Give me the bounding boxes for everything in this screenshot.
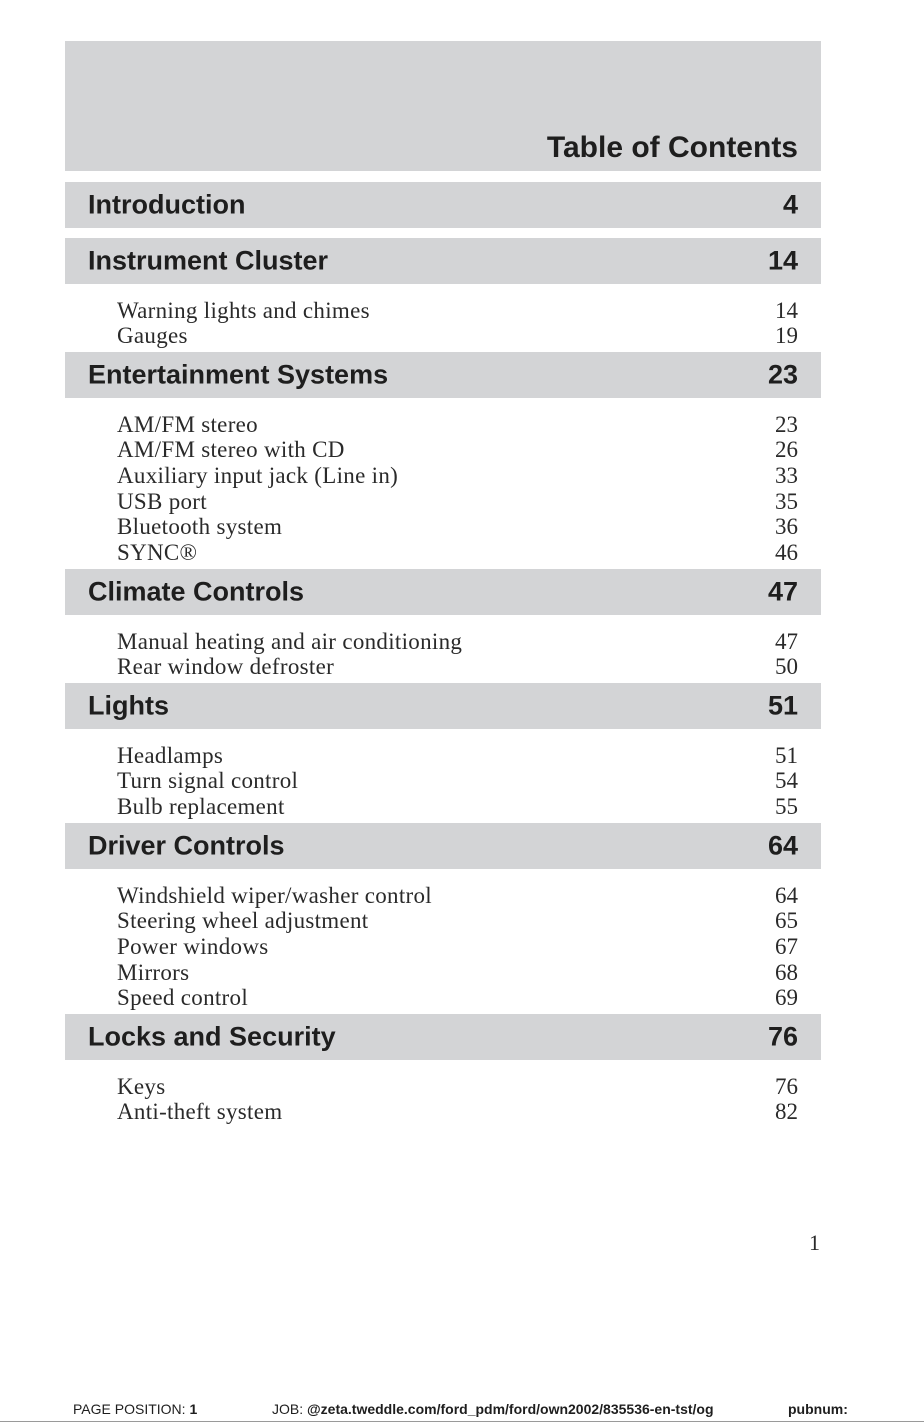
toc-entry-label: Auxiliary input jack (Line in) — [117, 462, 399, 488]
toc-entry-page: 51 — [775, 742, 798, 768]
toc-entry-page: 54 — [775, 768, 798, 794]
toc-entry[interactable] — [117, 437, 798, 463]
toc-entry[interactable] — [117, 908, 798, 934]
toc-entry-label: Keys — [117, 1073, 166, 1099]
toc-entry[interactable] — [117, 463, 798, 489]
toc-entry-label: AM/FM stereo — [117, 411, 258, 437]
section-header[interactable] — [65, 352, 821, 398]
toc-entry-page: 64 — [775, 882, 798, 908]
toc-entry-page: 76 — [775, 1073, 798, 1099]
toc-entry-page: 36 — [775, 514, 798, 540]
toc-entry-label: Headlamps — [117, 742, 224, 768]
section-header[interactable] — [65, 182, 821, 228]
section-item-list — [117, 298, 798, 349]
toc-entry-page: 46 — [775, 539, 798, 565]
toc-entry[interactable] — [117, 985, 798, 1011]
toc-entry-label: SYNC® — [117, 539, 198, 565]
section-header[interactable] — [65, 569, 821, 615]
toc-entry[interactable] — [117, 1099, 798, 1125]
toc-entry-page: 14 — [775, 297, 798, 323]
section-header[interactable] — [65, 1014, 821, 1060]
toc-entry[interactable] — [117, 743, 798, 769]
footer-page-position-label: PAGE POSITION: — [73, 1401, 186, 1417]
section-title: Entertainment Systems — [88, 359, 389, 390]
section-page-number: 23 — [767, 359, 798, 390]
toc-entry-page: 68 — [775, 959, 798, 985]
section-item-list — [117, 629, 798, 680]
page-title: Table of Contents — [546, 131, 798, 164]
toc-entry-label: Bulb replacement — [117, 793, 285, 819]
toc-entry[interactable] — [117, 514, 798, 540]
toc-entry[interactable] — [117, 883, 798, 909]
toc-entry[interactable] — [117, 298, 798, 324]
section-title: Driver Controls — [88, 830, 285, 861]
footer-page-position-value: 1 — [189, 1401, 198, 1417]
toc-entry-label: Steering wheel adjustment — [117, 908, 369, 934]
toc-entry[interactable] — [117, 960, 798, 986]
page-number: 1 — [809, 1230, 820, 1255]
toc-entry[interactable] — [117, 1074, 798, 1100]
toc-entry-page: 67 — [775, 933, 798, 959]
toc-entry-page: 35 — [775, 488, 798, 514]
toc-entry-page: 50 — [775, 654, 798, 680]
toc-entry[interactable] — [117, 794, 798, 820]
section-header[interactable] — [65, 823, 821, 869]
toc-entry-page: 69 — [775, 985, 798, 1011]
footer-page-position — [73, 1401, 197, 1417]
toc-entry-label: USB port — [117, 488, 207, 514]
toc-entry-label: Speed control — [117, 985, 249, 1011]
section-item-list — [117, 883, 798, 1011]
toc-entry[interactable] — [117, 540, 798, 566]
section-page-number: 47 — [767, 576, 798, 607]
footer-job-value: @zeta.tweddle.com/ford_pdm/ford/own2002/835536-en-tst/og — [307, 1401, 714, 1417]
toc-entry-label: Bluetooth system — [117, 514, 283, 540]
section-page-number: 76 — [767, 1021, 798, 1052]
toc-entry-label: AM/FM stereo with CD — [117, 437, 345, 463]
section-title: Instrument Cluster — [88, 245, 329, 276]
footer-divider — [0, 1421, 924, 1422]
toc-entry[interactable] — [117, 934, 798, 960]
toc-entry-label: Windshield wiper/washer control — [117, 882, 432, 908]
toc-entry-page: 65 — [775, 908, 798, 934]
toc-entry[interactable] — [117, 412, 798, 438]
section-page-number: 51 — [767, 690, 798, 721]
toc-entry-page: 26 — [775, 437, 798, 463]
toc-entry[interactable] — [117, 323, 798, 349]
section-header[interactable] — [65, 238, 821, 284]
toc-entry-label: Power windows — [117, 933, 269, 959]
section-header[interactable] — [65, 683, 821, 729]
footer-job-label: JOB: — [272, 1401, 304, 1417]
toc-entry-page: 47 — [775, 628, 798, 654]
toc-entry-page: 23 — [775, 411, 798, 437]
footer-pubnum-label: pubnum: — [788, 1401, 848, 1417]
section-title: Climate Controls — [88, 576, 305, 607]
section-title: Locks and Security — [88, 1021, 336, 1052]
toc-entry-label: Gauges — [117, 323, 188, 349]
title-banner — [65, 41, 821, 171]
section-item-list — [117, 412, 798, 566]
print-footer — [0, 1399, 924, 1421]
toc-entry-page: 55 — [775, 793, 798, 819]
toc-entry-page: 19 — [775, 323, 798, 349]
toc-entry-page: 33 — [775, 462, 798, 488]
section-page-number: 14 — [767, 245, 798, 276]
toc-entry-label: Manual heating and air conditioning — [117, 628, 463, 654]
section-item-list — [117, 743, 798, 820]
section-title: Lights — [88, 690, 169, 721]
toc-entry-label: Mirrors — [117, 959, 190, 985]
section-page-number: 4 — [782, 189, 798, 220]
toc-entry[interactable] — [117, 629, 798, 655]
toc-entry[interactable] — [117, 768, 798, 794]
section-page-number: 64 — [767, 830, 798, 861]
section-item-list — [117, 1074, 798, 1125]
section-title: Introduction — [88, 189, 246, 220]
toc-entry[interactable] — [117, 489, 798, 515]
toc-entry[interactable] — [117, 654, 798, 680]
footer-job — [272, 1401, 714, 1417]
toc-entry-label: Anti-theft system — [117, 1099, 283, 1125]
toc-entry-label: Rear window defroster — [117, 654, 335, 680]
toc-entry-page: 82 — [775, 1099, 798, 1125]
toc-entry-label: Turn signal control — [117, 768, 299, 794]
toc-entry-label: Warning lights and chimes — [117, 297, 370, 323]
